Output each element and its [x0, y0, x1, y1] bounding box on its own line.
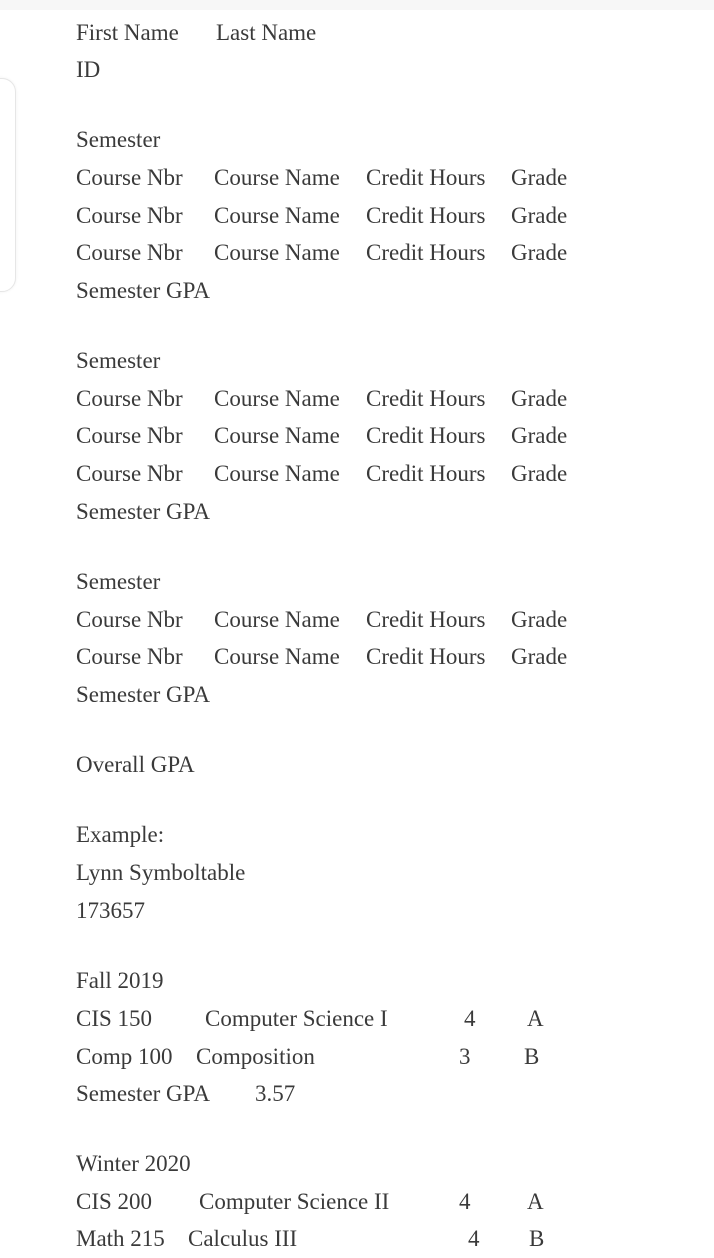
course-name: Computer Science II [199, 1189, 390, 1214]
course-nbr: Course Nbr [76, 644, 183, 669]
course-name: Computer Science I [205, 1006, 388, 1031]
grade: B [529, 1226, 545, 1251]
course-nbr: Course Nbr [76, 461, 183, 486]
credit-hours: Credit Hours [366, 644, 486, 669]
credit-hours: Credit Hours [366, 203, 486, 228]
course-nbr: Math 215 [76, 1226, 165, 1251]
grade: Grade [511, 644, 568, 669]
grade: Grade [511, 423, 568, 448]
semester-gpa-label: Semester GPA [76, 682, 210, 707]
grade: B [524, 1044, 540, 1069]
grade: A [527, 1189, 544, 1214]
grade: Grade [511, 607, 568, 632]
semester-title: Semester [76, 569, 161, 594]
course-name: Course Name [214, 423, 340, 448]
credit-hours: Credit Hours [366, 423, 486, 448]
example-student-id: 173657 [76, 898, 145, 923]
credit-hours: 4 [464, 1006, 476, 1031]
credit-hours: 4 [459, 1189, 471, 1214]
course-name: Course Name [214, 240, 340, 265]
credit-hours: 4 [468, 1226, 480, 1251]
grade: Grade [511, 203, 568, 228]
course-nbr: CIS 150 [76, 1006, 153, 1031]
course-name: Course Name [214, 607, 340, 632]
top-bar [0, 0, 714, 10]
credit-hours: Credit Hours [366, 461, 486, 486]
semester-title: Semester [76, 348, 161, 373]
course-name: Calculus III [188, 1226, 298, 1251]
course-name: Course Name [214, 203, 340, 228]
course-nbr: Course Nbr [76, 203, 183, 228]
semester-gpa-value: 3.57 [255, 1081, 296, 1106]
side-tab-handle[interactable] [0, 78, 16, 292]
semester-gpa-label: Semester GPA [76, 1081, 210, 1106]
semester-gpa-label: Semester GPA [76, 499, 210, 524]
course-name: Course Name [214, 461, 340, 486]
overall-gpa-label: Overall GPA [76, 752, 195, 777]
last-name-label: Last Name [216, 20, 317, 45]
grade: Grade [511, 240, 568, 265]
course-nbr: Comp 100 [76, 1044, 173, 1069]
course-nbr: Course Nbr [76, 165, 183, 190]
course-nbr: Course Nbr [76, 607, 183, 632]
semester-gpa-label: Semester GPA [76, 278, 210, 303]
credit-hours: Credit Hours [366, 386, 486, 411]
course-nbr: Course Nbr [76, 423, 183, 448]
course-name: Course Name [214, 165, 340, 190]
course-name: Course Name [214, 386, 340, 411]
course-nbr: Course Nbr [76, 240, 183, 265]
grade: Grade [511, 461, 568, 486]
credit-hours: Credit Hours [366, 165, 486, 190]
first-name-label: First Name [76, 20, 179, 45]
credit-hours: 3 [459, 1044, 471, 1069]
course-name: Composition [196, 1044, 315, 1069]
grade: A [527, 1006, 544, 1031]
credit-hours: Credit Hours [366, 240, 486, 265]
semester-title: Semester [76, 127, 161, 152]
course-nbr: Course Nbr [76, 386, 183, 411]
credit-hours: Credit Hours [366, 607, 486, 632]
example-student-name: Lynn Symboltable [76, 860, 246, 885]
grade: Grade [511, 165, 568, 190]
grade: Grade [511, 386, 568, 411]
example-semester-title: Fall 2019 [76, 968, 164, 993]
example-semester-title: Winter 2020 [76, 1151, 191, 1176]
course-nbr: CIS 200 [76, 1189, 153, 1214]
id-label: ID [76, 57, 101, 82]
example-label: Example: [76, 822, 165, 847]
course-name: Course Name [214, 644, 340, 669]
